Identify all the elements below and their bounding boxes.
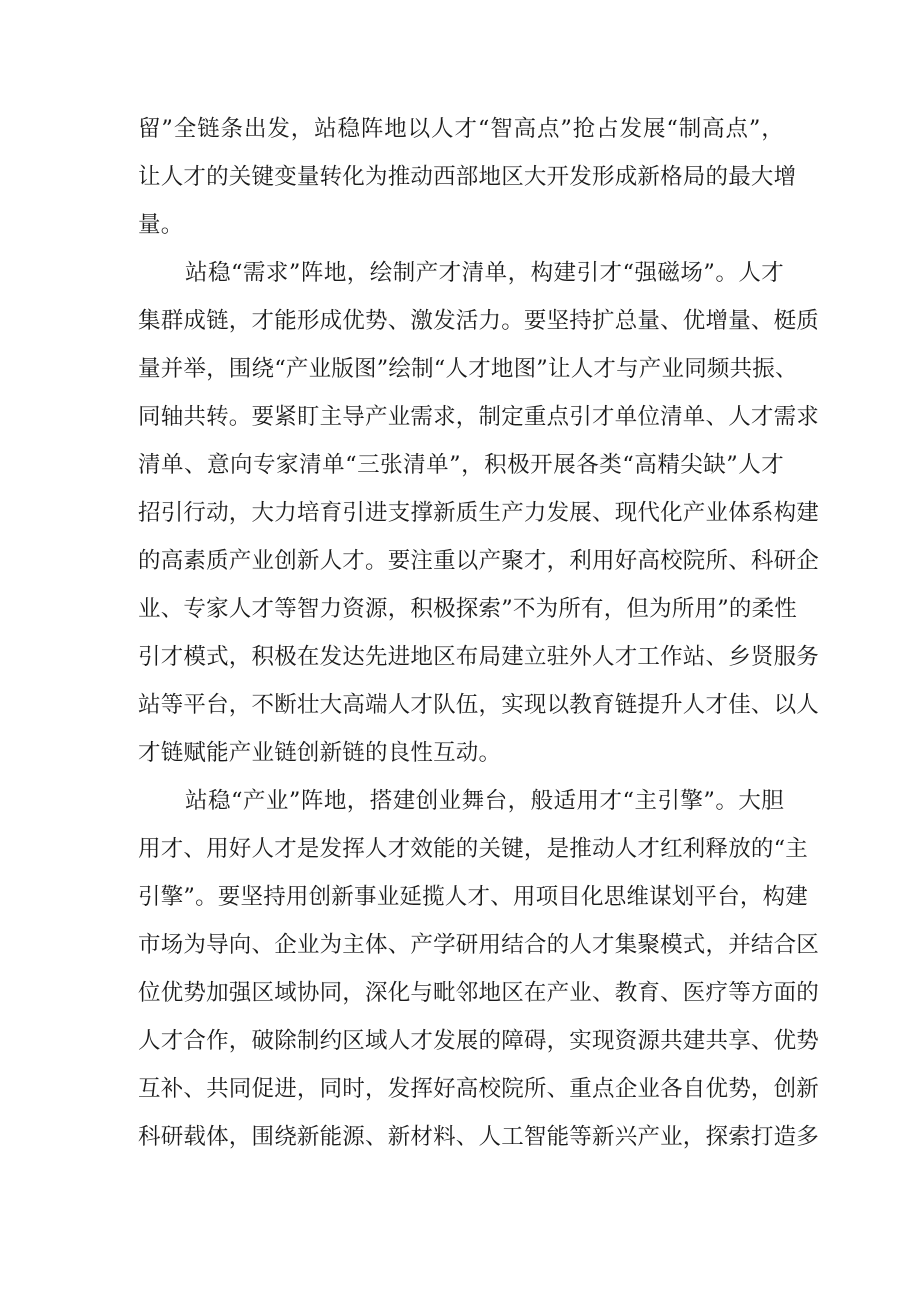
text-line (0, 925, 920, 965)
text-line (0, 349, 920, 389)
text-line-content: 科研载体，围绕新能源、新材料、人工智能等新兴产业，探索打造多 (138, 1124, 820, 1150)
text-line (0, 1021, 920, 1061)
text-line (0, 973, 920, 1013)
text-line-content: 市场为导向、企业为主体、产学研用结合的人才集聚模式，并结合区 (138, 932, 820, 958)
text-line (0, 685, 920, 725)
paragraph-first-line: 站稳“需求”阵地，绘制产才清单，构建引才“强磁场”。人才 (185, 260, 784, 286)
text-line (0, 301, 920, 341)
text-line-content: 集群成链，才能形成优势、激发活力。要坚持扩总量、优增量、梃质 (138, 308, 820, 334)
text-line (0, 589, 920, 629)
text-line-content: 站等平台，不断壮大高端人才队伍，实现以教育链提升人才佳、以人 (138, 692, 820, 718)
paragraph-first-line: 站稳“产业”阵地，搭建创业舞台，般适用才“主引擎”。大胆 (185, 788, 784, 814)
text-line (0, 877, 920, 917)
text-line-content: 互补、共同促进，同时，发挥好高校院所、重点企业各自优势，创新 (138, 1076, 820, 1102)
text-line-content: 量。 (138, 212, 184, 238)
text-line (0, 781, 920, 821)
text-line (0, 205, 920, 245)
text-line (0, 109, 920, 149)
text-line (0, 541, 920, 581)
text-line (0, 493, 920, 533)
text-line-content: 让人才的关键变量转化为推动西部地区大开发形成新格局的最大增 (138, 164, 797, 190)
text-line-content: 同轴共转。要紧盯主导产业需求，制定重点引才单位清单、人才需求 (138, 404, 820, 430)
text-line-content: 位优势加强区域协同，深化与毗邻地区在产业、教育、医疗等方面的 (138, 980, 820, 1006)
text-line-content: 量并举，围绕“产业版图”绘制“人才地图”让人才与产业同频共振、 (138, 356, 798, 382)
text-line-content: 引擎”。要坚持用创新事业延揽人才、用项目化思维谋划平台，构建 (138, 884, 809, 910)
text-line (0, 253, 920, 293)
text-line-content: 清单、意向专家清单“三张清单”，积极开展各类“高精尖缺”人才 (138, 452, 784, 478)
text-line (0, 445, 920, 485)
text-line-content: 业、专家人才等智力资源，积极探索”不为所有，但为所用”的柔性 (138, 596, 798, 622)
text-line-content: 引才模式，积极在发达先进地区布局建立驻外人才工作站、乡贤服务 (138, 644, 820, 670)
text-line-content: 用才、用好人才是发挥人才效能的关键，是推动人才红利释放的“主 (138, 836, 809, 862)
text-line (0, 1117, 920, 1157)
text-line-content: 留”全链条出发，站稳阵地以人才“智高点”抢占发展“制高点”， (138, 116, 784, 142)
text-line (0, 1069, 920, 1109)
text-line (0, 397, 920, 437)
text-line (0, 733, 920, 773)
text-line-content: 的高素质产业创新人才。要注重以产聚才，利用好高校院所、科研企 (138, 548, 820, 574)
text-line (0, 157, 920, 197)
text-line-content: 才链赋能产业链创新链的良性互动。 (138, 740, 502, 766)
text-line (0, 829, 920, 869)
text-line (0, 637, 920, 677)
text-line-content: 招引行动，大力培育引进支撑新质生产力发展、现代化产业体系构建 (138, 500, 820, 526)
text-line-content: 人才合作，破除制约区域人才发展的障碍，实现资源共建共享、优势 (138, 1028, 820, 1054)
